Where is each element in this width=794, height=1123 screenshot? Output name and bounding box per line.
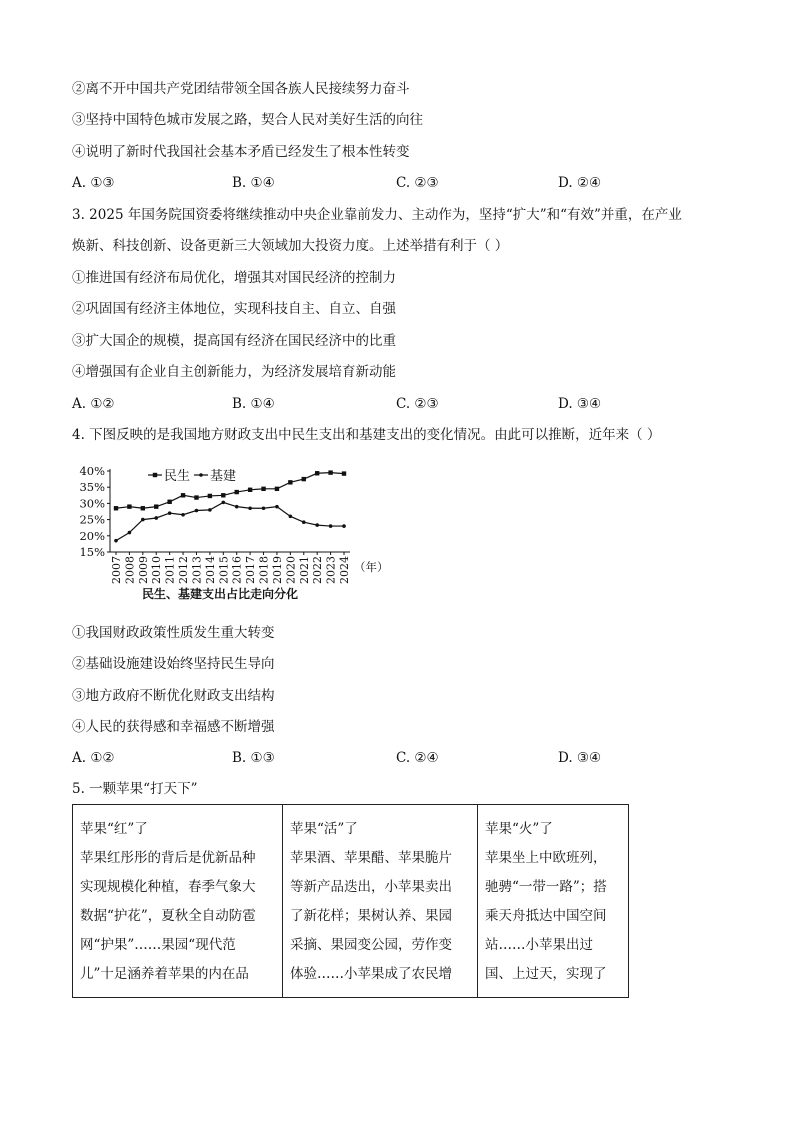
x-tick-label: 2016 <box>230 556 244 584</box>
q3-option-b: B. ①④ <box>232 396 275 412</box>
q3-statement-4: ④增强国有企业自主创新能力，为经济发展培育新动能 <box>72 364 396 380</box>
q4-option-d: D. ③④ <box>558 750 602 766</box>
cell-line: 儿”十足涵养着苹果的内在品 <box>80 966 249 982</box>
data-point <box>262 506 266 510</box>
y-tick-label: 35% <box>79 480 105 495</box>
x-tick-label: 2013 <box>190 556 204 584</box>
q4-statement-2: ②基础设施建设始终坚持民生导向 <box>72 656 275 672</box>
q2-option-b: B. ①④ <box>232 175 275 191</box>
y-tick-label: 40% <box>79 464 105 478</box>
table-row <box>73 805 629 998</box>
q2-option-c: C. ②③ <box>396 175 439 191</box>
data-point <box>128 531 132 535</box>
cell-line: 数据“护花”，夏秋全自动防雹 <box>80 908 256 924</box>
cell-heading: 苹果“活”了 <box>290 821 358 837</box>
data-point <box>302 520 306 524</box>
q3-statement-3: ③扩大国企的规模，提高国有经济在国民经济中的比重 <box>72 333 396 349</box>
data-point <box>248 506 252 510</box>
data-point <box>154 516 158 520</box>
legend-label: 基建 <box>210 469 237 484</box>
data-point <box>329 524 333 528</box>
y-tick-label: 20% <box>79 528 105 543</box>
y-tick-label: 25% <box>79 512 105 527</box>
q2-statement-4: ④说明了新时代我国社会基本矛盾已经发生了根本性转变 <box>72 144 410 160</box>
q3-stem-line-1: 3. 2025 年国务院国资委将继续推动中央企业靠前发力、主动作为，坚持“扩大”和“有效”并重，在产业 <box>72 207 682 223</box>
legend-marker <box>199 473 203 477</box>
x-tick-label: 2015 <box>217 556 231 584</box>
apple-material-table <box>72 804 629 998</box>
x-tick-label: 2010 <box>150 556 164 584</box>
data-point <box>181 513 185 517</box>
q4-stem: 4. 下图反映的是我国地方财政支出中民生支出和基建支出的变化情况。由此可以推断，近年来（ ） <box>72 427 661 443</box>
x-tick-label: 2024 <box>338 556 351 584</box>
data-point <box>154 504 158 508</box>
data-point <box>141 518 145 522</box>
y-tick-label: 30% <box>79 496 105 511</box>
legend-label: 民生 <box>164 469 191 484</box>
data-point <box>342 524 346 528</box>
data-point <box>235 505 239 509</box>
table-cell-fire <box>478 805 629 998</box>
data-point <box>315 523 319 527</box>
x-tick-label: 2007 <box>110 556 123 584</box>
cell-line: 苹果酒、苹果醋、苹果脆片 <box>290 850 452 866</box>
q4-statement-3: ③地方政府不断优化财政支出结构 <box>72 688 275 704</box>
legend-marker <box>153 473 157 477</box>
x-tick-label: 2023 <box>324 556 338 584</box>
data-point <box>275 487 279 491</box>
data-point <box>168 511 172 515</box>
cell-line: 苹果坐上中欧班列， <box>485 850 607 866</box>
cell-line: 采摘、果园变公园，劳作变 <box>290 937 452 953</box>
q2-statement-2: ②离不开中国共产党团结带领全国各族人民接续努力奋斗 <box>72 81 410 97</box>
x-tick-label: 2008 <box>123 556 137 584</box>
q4-option-a: A. ①② <box>72 750 115 766</box>
q4-statement-4: ④人民的获得感和幸福感不断增强 <box>72 719 275 735</box>
data-point <box>315 471 319 475</box>
x-tick-label: 2020 <box>284 556 298 584</box>
q2-option-a: A. ①③ <box>72 175 115 191</box>
data-point <box>141 506 145 510</box>
cell-line: 了新花样；果树认养、果园 <box>290 908 452 924</box>
q2-option-d: D. ②④ <box>558 175 602 191</box>
data-point <box>114 539 118 543</box>
table-cell-alive <box>283 805 478 998</box>
data-point <box>328 470 332 474</box>
cell-line: 实现规模化种植，春季气象大 <box>80 879 256 895</box>
data-point <box>181 493 185 497</box>
x-tick-label: 2012 <box>177 556 191 584</box>
table-cell-red <box>73 805 283 998</box>
x-axis-label: （年） <box>354 560 389 574</box>
q5-stem: 5. 一颗苹果“打天下” <box>72 781 198 797</box>
expenditure-line-chart <box>72 460 412 610</box>
x-tick-label: 2021 <box>297 556 311 584</box>
q4-statement-1: ①我国财政政策性质发生重大转变 <box>72 625 275 641</box>
x-tick-label: 2017 <box>244 556 258 584</box>
cell-line: 国、上过天，实现了 <box>485 966 607 982</box>
series-line-dot <box>116 502 344 540</box>
x-tick-label: 2018 <box>257 556 271 584</box>
q3-option-a: A. ①② <box>72 396 115 412</box>
data-point <box>275 505 279 509</box>
x-tick-label: 2022 <box>311 556 325 584</box>
q3-statement-1: ①推进国有经济布局优化，增强其对国民经济的控制力 <box>72 270 396 286</box>
data-point <box>302 477 306 481</box>
x-tick-label: 2014 <box>203 556 217 584</box>
q3-option-c: C. ②③ <box>396 396 439 412</box>
data-point <box>288 480 292 484</box>
data-point <box>289 515 293 519</box>
cell-line: 体验……小苹果成了农民增 <box>290 966 452 982</box>
data-point <box>208 508 212 512</box>
data-point <box>195 509 199 513</box>
cell-line: 驰骋“一带一路”；搭 <box>485 879 607 895</box>
data-point <box>342 471 346 475</box>
x-tick-label: 2009 <box>136 556 150 584</box>
chart-title: 民生、基建支出占比走向分化 <box>142 587 299 601</box>
cell-line: 网“护果”……果园“现代范 <box>80 937 236 953</box>
q4-option-b: B. ①③ <box>232 750 275 766</box>
cell-line: 站……小苹果出过 <box>485 937 593 953</box>
x-tick-label: 2011 <box>163 556 177 584</box>
data-point <box>221 493 225 497</box>
data-point <box>221 501 225 505</box>
cell-heading: 苹果“火”了 <box>485 821 553 837</box>
cell-heading: 苹果“红”了 <box>80 821 148 837</box>
data-point <box>248 488 252 492</box>
data-point <box>235 490 239 494</box>
data-point <box>194 495 198 499</box>
q3-stem-line-2: 焕新、科技创新、设备更新三大领域加大投资力度。上述举措有利于（ ） <box>72 238 509 254</box>
data-point <box>114 506 118 510</box>
data-point <box>167 500 171 504</box>
data-point <box>261 487 265 491</box>
chart-svg <box>72 460 412 610</box>
q4-option-c: C. ②④ <box>396 750 439 766</box>
cell-line: 苹果红彤彤的背后是优新品种 <box>80 850 256 866</box>
data-point <box>127 504 131 508</box>
x-tick-label: 2019 <box>270 556 284 584</box>
q3-statement-2: ②巩固国有经济主体地位，实现科技自主、自立、自强 <box>72 301 396 317</box>
cell-line: 等新产品迭出，小苹果卖出 <box>290 879 452 895</box>
q3-option-d: D. ③④ <box>558 396 602 412</box>
cell-line: 乘天舟抵达中国空间 <box>485 908 607 924</box>
y-tick-label: 15% <box>79 545 105 559</box>
data-point <box>208 494 212 498</box>
q2-statement-3: ③坚持中国特色城市发展之路，契合人民对美好生活的向往 <box>72 112 423 128</box>
